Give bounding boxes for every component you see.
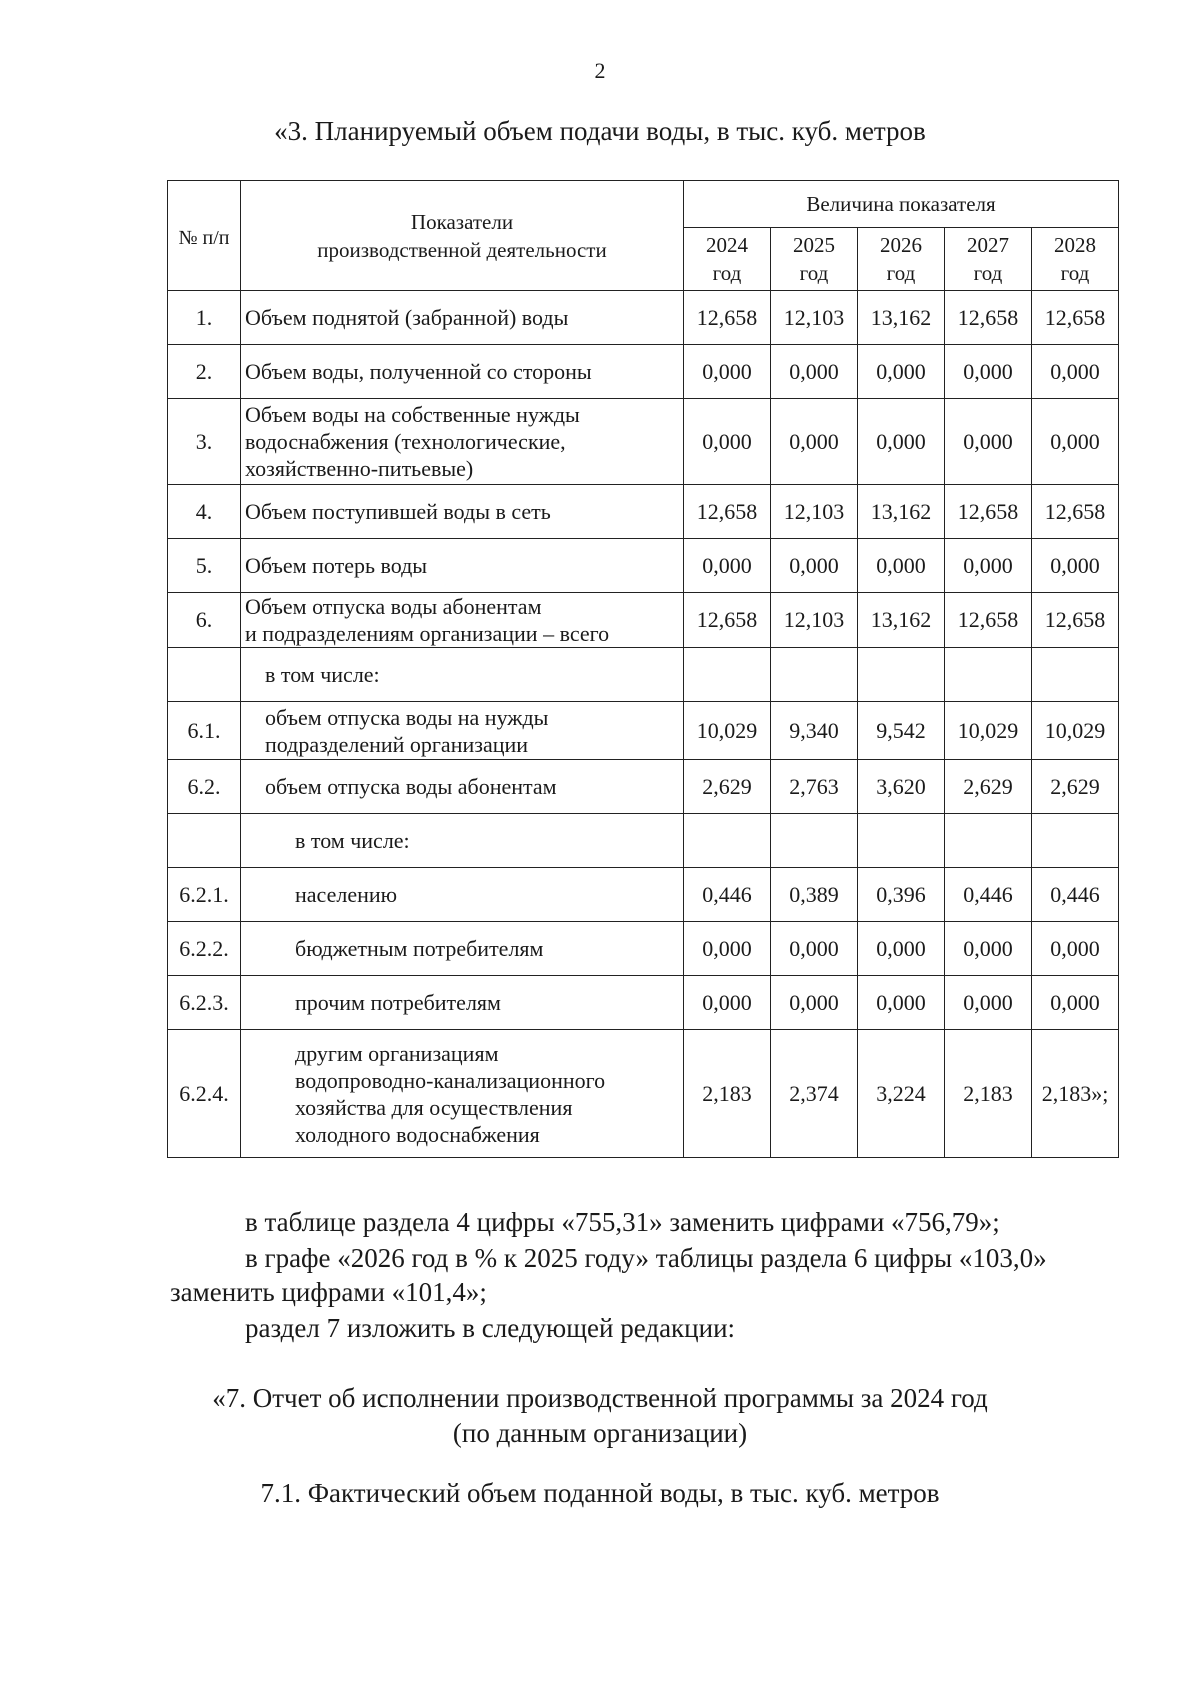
table-row [168, 539, 1119, 593]
row-indicator [241, 485, 684, 539]
indicator-line: объем отпуска воды на нужды [265, 704, 549, 730]
value-cell: 10,029 [684, 702, 771, 760]
table-row [168, 922, 1119, 976]
indicator-line: водопроводно-канализационного [295, 1067, 606, 1093]
value-cell: 12,658 [1032, 593, 1119, 648]
row-indicator [241, 539, 684, 593]
value-cell: 13,162 [858, 485, 945, 539]
indicator-line: хозяйственно-питьевые) [245, 456, 474, 481]
value-cell: 0,446 [1032, 868, 1119, 922]
indicator-line: объем отпуска воды абонентам [265, 774, 557, 799]
value-cell: 0,000 [945, 922, 1032, 976]
header-year [771, 228, 858, 291]
indicator-line: Объем отпуска воды абонентам [245, 594, 542, 619]
row-number [168, 814, 241, 868]
paragraph-section4-change: в таблице раздела 4 цифры «755,31» заменить цифрами «756,79»; [245, 1207, 1000, 1237]
value-cell: 0,389 [771, 868, 858, 922]
value-cell: 2,763 [771, 760, 858, 814]
value-cell: 2,183 [684, 1030, 771, 1158]
value-cell: 0,446 [945, 868, 1032, 922]
value-cell: 0,000 [771, 922, 858, 976]
indicator-line: подразделений организации [265, 731, 529, 757]
indicator-line: прочим потребителям [295, 990, 501, 1015]
row-indicator [241, 1030, 684, 1158]
value-cell: 12,658 [684, 291, 771, 345]
row-number: 4. [168, 485, 241, 539]
table-row [168, 345, 1119, 399]
year-label: 2027 [967, 233, 1009, 257]
row-number: 6.2.2. [168, 922, 241, 976]
indicator-line: населению [295, 882, 398, 907]
table-row [168, 814, 1119, 868]
value-cell: 0,000 [858, 976, 945, 1030]
value-cell: 0,000 [1032, 922, 1119, 976]
value-cell: 9,340 [771, 702, 858, 760]
value-cell: 0,396 [858, 868, 945, 922]
value-cell: 2,629 [1032, 760, 1119, 814]
value-cell: 12,103 [771, 291, 858, 345]
header-indicator-line: производственной деятельности [317, 237, 607, 262]
year-label: 2028 [1054, 233, 1097, 257]
value-cell [684, 648, 771, 702]
row-indicator [241, 702, 684, 760]
value-cell: 2,183 [945, 1030, 1032, 1158]
section7-subtitle: 7.1. Фактический объем поданной воды, в тыс. куб. метров [260, 1478, 940, 1508]
year-label: 2026 [880, 233, 922, 257]
value-cell: 0,000 [945, 345, 1032, 399]
value-cell: 13,162 [858, 291, 945, 345]
value-cell: 3,620 [858, 760, 945, 814]
value-cell: 12,658 [1032, 485, 1119, 539]
paragraph-section7-intro: раздел 7 изложить в следующей редакции: [245, 1313, 736, 1343]
header-indicator [241, 181, 684, 291]
year-label: 2024 [706, 233, 748, 257]
header-year [684, 228, 771, 291]
value-cell: 0,000 [1032, 539, 1119, 593]
header-indicator-line: Показатели [410, 209, 514, 234]
value-cell: 0,000 [1032, 399, 1119, 485]
indicator-line: водоснабжения (технологические, [245, 429, 566, 454]
value-cell: 0,000 [771, 539, 858, 593]
water-supply-table [167, 180, 1119, 1158]
paragraph-section6-change-cont: заменить цифрами «101,4»; [170, 1277, 487, 1307]
table-row [168, 868, 1119, 922]
value-cell: 12,658 [945, 291, 1032, 345]
row-number: 6.1. [168, 702, 241, 760]
value-cell: 12,103 [771, 593, 858, 648]
value-cell [1032, 648, 1119, 702]
row-indicator [241, 814, 684, 868]
row-number: 6. [168, 593, 241, 648]
year-unit: год [1060, 261, 1090, 285]
indicator-line: Объем воды, полученной со стороны [245, 359, 592, 384]
row-indicator [241, 760, 684, 814]
page-number: 2 [594, 58, 606, 83]
row-indicator [241, 922, 684, 976]
table-row [168, 760, 1119, 814]
value-cell: 0,000 [684, 399, 771, 485]
section7-title: «7. Отчет об исполнении производственной программы за 2024 год [212, 1383, 988, 1413]
indicator-line: холодного водоснабжения [295, 1121, 540, 1147]
row-number: 2. [168, 345, 241, 399]
row-number: 3. [168, 399, 241, 485]
table-row [168, 976, 1119, 1030]
row-number: 6.2.1. [168, 868, 241, 922]
value-cell: 0,000 [945, 539, 1032, 593]
table-body [168, 291, 1119, 1158]
value-cell [858, 648, 945, 702]
section7-title-note: (по данным организации) [452, 1418, 748, 1448]
year-unit: год [886, 261, 916, 285]
indicator-line: Объем поступившей воды в сеть [245, 499, 551, 524]
row-indicator [241, 976, 684, 1030]
row-indicator [241, 399, 684, 485]
section-title: «3. Планируемый объем подачи воды, в тыс. куб. метров [274, 116, 926, 146]
value-cell: 0,000 [858, 922, 945, 976]
value-cell [684, 814, 771, 868]
row-number: 1. [168, 291, 241, 345]
value-cell: 12,658 [945, 485, 1032, 539]
value-cell: 9,542 [858, 702, 945, 760]
indicator-line: другим организациям [295, 1040, 499, 1066]
row-number: 6.2.4. [168, 1030, 241, 1158]
value-cell: 0,000 [684, 976, 771, 1030]
header-year [945, 228, 1032, 291]
row-number: 6.2.3. [168, 976, 241, 1030]
row-number: 6.2. [168, 760, 241, 814]
value-cell [771, 814, 858, 868]
table-row [168, 1030, 1119, 1158]
value-cell: 2,629 [945, 760, 1032, 814]
indicator-line: в том числе: [265, 662, 380, 687]
value-cell: 0,000 [945, 399, 1032, 485]
value-cell: 0,000 [945, 976, 1032, 1030]
header-year [858, 228, 945, 291]
indicator-line: Объем воды на собственные нужды [245, 402, 580, 427]
header-value-group: Величина показателя [684, 181, 1119, 228]
value-cell: 12,658 [945, 593, 1032, 648]
value-cell: 0,000 [684, 345, 771, 399]
value-cell [945, 814, 1032, 868]
value-cell: 0,000 [1032, 345, 1119, 399]
value-cell: 0,000 [1032, 976, 1119, 1030]
value-cell: 0,446 [684, 868, 771, 922]
value-cell: 10,029 [1032, 702, 1119, 760]
value-cell: 0,000 [858, 399, 945, 485]
indicator-line: Объем поднятой (забранной) воды [245, 305, 569, 330]
year-unit: год [712, 261, 742, 285]
indicator-line: в том числе: [295, 828, 410, 853]
value-cell: 0,000 [858, 345, 945, 399]
value-cell: 0,000 [858, 539, 945, 593]
year-unit: год [973, 261, 1003, 285]
value-cell: 0,000 [771, 399, 858, 485]
indicator-line: бюджетным потребителям [295, 936, 544, 961]
header-number: № п/п [168, 181, 241, 291]
value-cell: 13,162 [858, 593, 945, 648]
value-cell: 0,000 [684, 539, 771, 593]
table-row [168, 702, 1119, 760]
header-year [1032, 228, 1119, 291]
row-indicator [241, 868, 684, 922]
value-cell: 10,029 [945, 702, 1032, 760]
value-cell: 3,224 [858, 1030, 945, 1158]
indicator-line: хозяйства для осуществления [295, 1094, 573, 1120]
value-cell [858, 814, 945, 868]
table-row [168, 485, 1119, 539]
table-row [168, 593, 1119, 648]
value-cell: 2,183»; [1032, 1030, 1119, 1158]
value-cell: 2,374 [771, 1030, 858, 1158]
value-cell: 12,658 [684, 593, 771, 648]
year-unit: год [799, 261, 829, 285]
value-cell: 12,658 [684, 485, 771, 539]
value-cell: 0,000 [771, 976, 858, 1030]
table-row [168, 648, 1119, 702]
table-row [168, 399, 1119, 485]
value-cell [771, 648, 858, 702]
value-cell: 2,629 [684, 760, 771, 814]
indicator-line: и подразделениям организации – всего [245, 621, 610, 646]
row-number: 5. [168, 539, 241, 593]
row-indicator [241, 291, 684, 345]
indicator-line: Объем потерь воды [245, 553, 428, 578]
year-label: 2025 [793, 233, 835, 257]
value-cell [1032, 814, 1119, 868]
paragraph-section6-change: в графе «2026 год в % к 2025 году» таблицы раздела 6 цифры «103,0» [245, 1243, 1047, 1273]
value-cell: 12,658 [1032, 291, 1119, 345]
value-cell: 0,000 [771, 345, 858, 399]
row-indicator [241, 593, 684, 648]
row-indicator [241, 648, 684, 702]
value-cell: 0,000 [684, 922, 771, 976]
row-indicator [241, 345, 684, 399]
table-row [168, 291, 1119, 345]
value-cell: 12,103 [771, 485, 858, 539]
value-cell [945, 648, 1032, 702]
row-number [168, 648, 241, 702]
